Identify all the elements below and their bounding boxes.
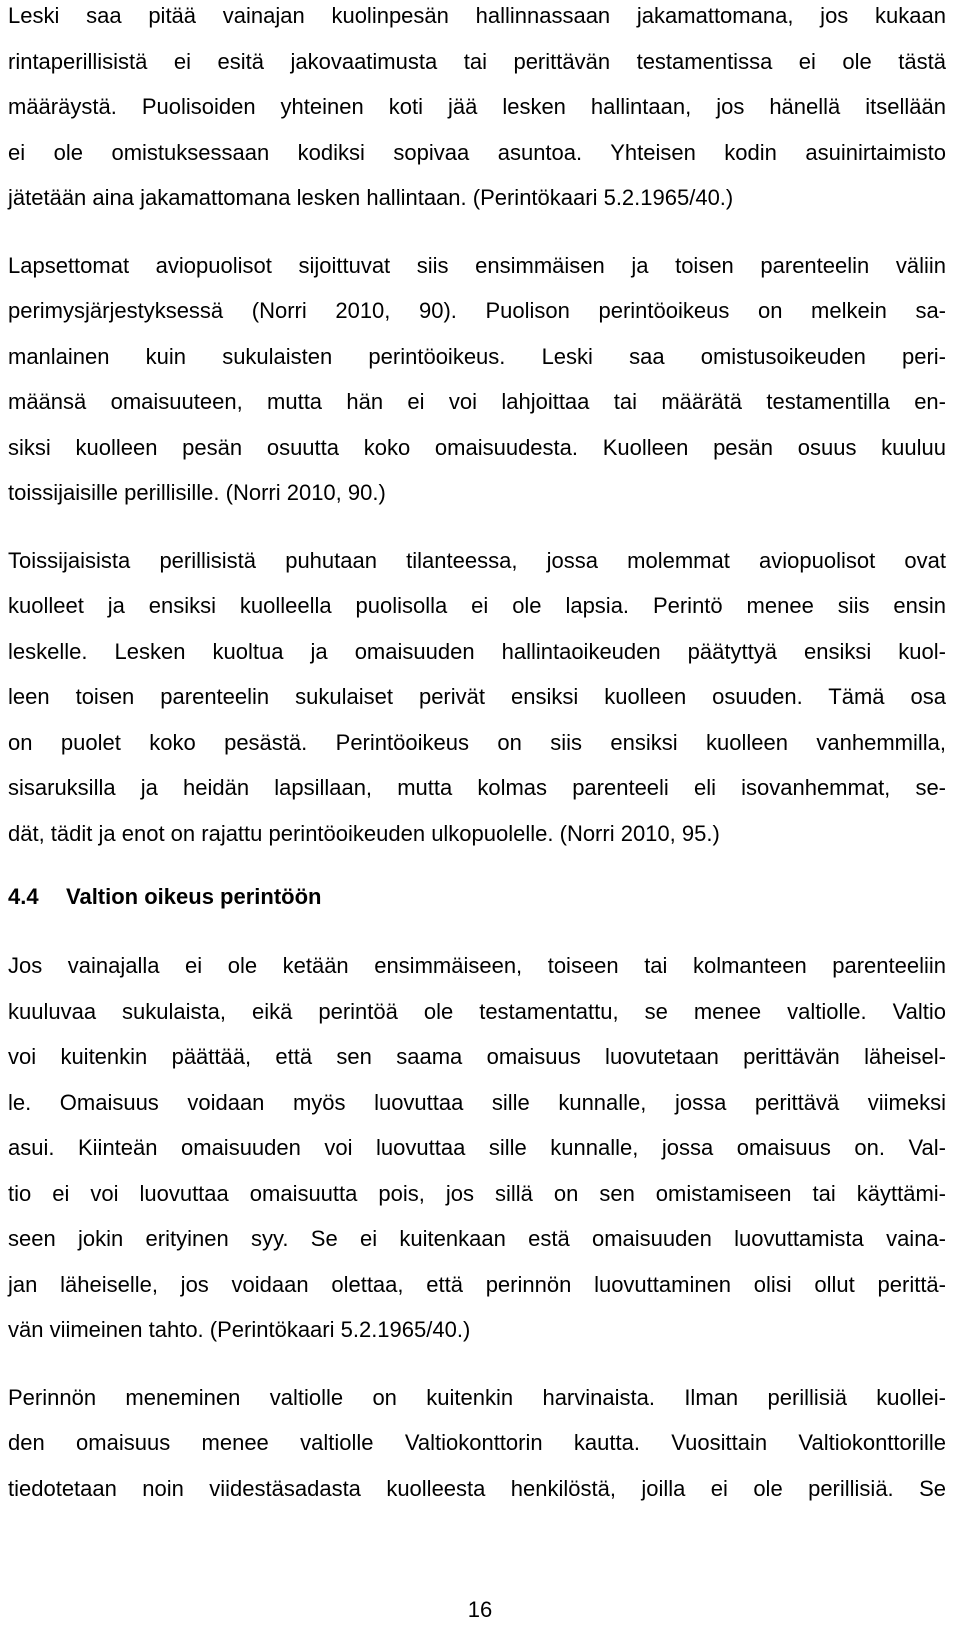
text-line: voi kuitenkin päättää, että sen saama omaisuus luovutetaan perittävän läheisel- — [8, 1044, 946, 1069]
paragraph-3 — [8, 538, 946, 857]
text-line: kuuluvaa sukulaista, eikä perintöä ole testamentattu, se menee valtiolle. Valtio — [8, 998, 946, 1024]
text-line: on puolet koko pesästä. Perintöoikeus on siis ensiksi kuolleen vanhemmilla, — [8, 729, 946, 755]
text-line: dät, tädit ja enot on rajattu perintöoikeuden ulkopuolelle. (Norri 2010, 95.) — [8, 820, 720, 846]
text-line: rintaperillisistä ei esitä jakovaatimusta tai perittävän testamentissa ei ole tästä — [8, 48, 946, 74]
text-line: perimysjärjestyksessä (Norri 2010, 90). Puolison perintöoikeus on melkein sa- — [8, 298, 946, 323]
text-line: Leski saa pitää vainajan kuolinpesän hallinnassaan jakamattomana, jos kukaan — [8, 3, 946, 28]
text-line: kuolleet ja ensiksi kuolleella puolisolla ei ole lapsia. Perintö menee siis ensin — [8, 593, 946, 618]
text-line: leen toisen parenteelin sukulaiset perivät ensiksi kuolleen osuuden. Tämä osa — [8, 684, 946, 709]
paragraph-2 — [8, 243, 946, 516]
text-line: manlainen kuin sukulaisten perintöoikeus. Leski saa omistusoikeuden peri- — [8, 343, 946, 369]
text-line: tiedotetaan noin viidestäsadasta kuolleesta henkilöstä, joilla ei ole perillisiä. Se — [8, 1475, 946, 1501]
text-line: ei ole omistuksessaan kodiksi sopivaa asuntoa. Yhteisen kodin asuinirtaimisto — [8, 139, 946, 165]
text-line: den omaisuus menee valtiolle Valtiokonttorin kautta. Vuosittain Valtiokonttorille — [8, 1430, 946, 1455]
section-number: 4.4 — [8, 884, 39, 909]
section-title: Valtion oikeus perintöön — [66, 884, 322, 909]
page-number: 16 — [467, 1597, 493, 1622]
text-line: vän viimeinen tahto. (Perintökaari 5.2.1965/40.) — [8, 1317, 471, 1342]
text-line: siksi kuolleen pesän osuutta koko omaisuudesta. Kuolleen pesän osuus kuuluu — [8, 434, 946, 460]
paragraph-5 — [8, 1375, 946, 1512]
text-line: Toissijaisista perillisistä puhutaan tilanteessa, jossa molemmat aviopuolisot ovat — [8, 547, 946, 573]
paragraph-1 — [8, 0, 946, 221]
text-line: määräystä. Puolisoiden yhteinen koti jää lesken hallintaan, jos hänellä itsellään — [8, 94, 946, 119]
text-line: Jos vainajalla ei ole ketään ensimmäiseen, toiseen tai kolmanteen parenteeliin — [8, 953, 946, 978]
text-line: seen jokin erityinen syy. Se ei kuitenkaan estä omaisuuden luovuttamista vaina- — [8, 1226, 946, 1251]
paragraph-4 — [8, 943, 946, 1353]
text-line: Lapsettomat aviopuolisot sijoittuvat siis ensimmäisen ja toisen parenteelin väliin — [8, 252, 946, 278]
text-line: jan läheiselle, jos voidaan olettaa, että perinnön luovuttaminen olisi ollut perittä- — [8, 1271, 946, 1297]
text-line: sisaruksilla ja heidän lapsillaan, mutta kolmas parenteeli eli isovanhemmat, se- — [8, 775, 946, 800]
text-line: tio ei voi luovuttaa omaisuutta pois, jos sillä on sen omistamiseen tai käyttämi- — [8, 1180, 946, 1206]
text-line: le. Omaisuus voidaan myös luovuttaa sille kunnalle, jossa perittävä viimeksi — [8, 1089, 946, 1115]
text-line: toissijaisille perillisille. (Norri 2010, 90.) — [8, 480, 386, 505]
text-line: leskelle. Lesken kuoltua ja omaisuuden hallintaoikeuden päätyttyä ensiksi kuol- — [8, 638, 946, 664]
text-line: Perinnön meneminen valtiolle on kuitenkin harvinaista. Ilman perillisiä kuollei- — [8, 1384, 946, 1410]
section-heading — [8, 874, 946, 919]
text-line: määnsä omaisuuteen, mutta hän ei voi lahjoittaa tai määrätä testamentilla en- — [8, 389, 946, 414]
text-line: jätetään aina jakamattomana lesken hallintaan. (Perintökaari 5.2.1965/40.) — [8, 185, 734, 210]
text-line: asui. Kiinteän omaisuuden voi luovuttaa sille kunnalle, jossa omaisuus on. Val- — [8, 1135, 946, 1160]
document-page — [8, 0, 946, 1511]
